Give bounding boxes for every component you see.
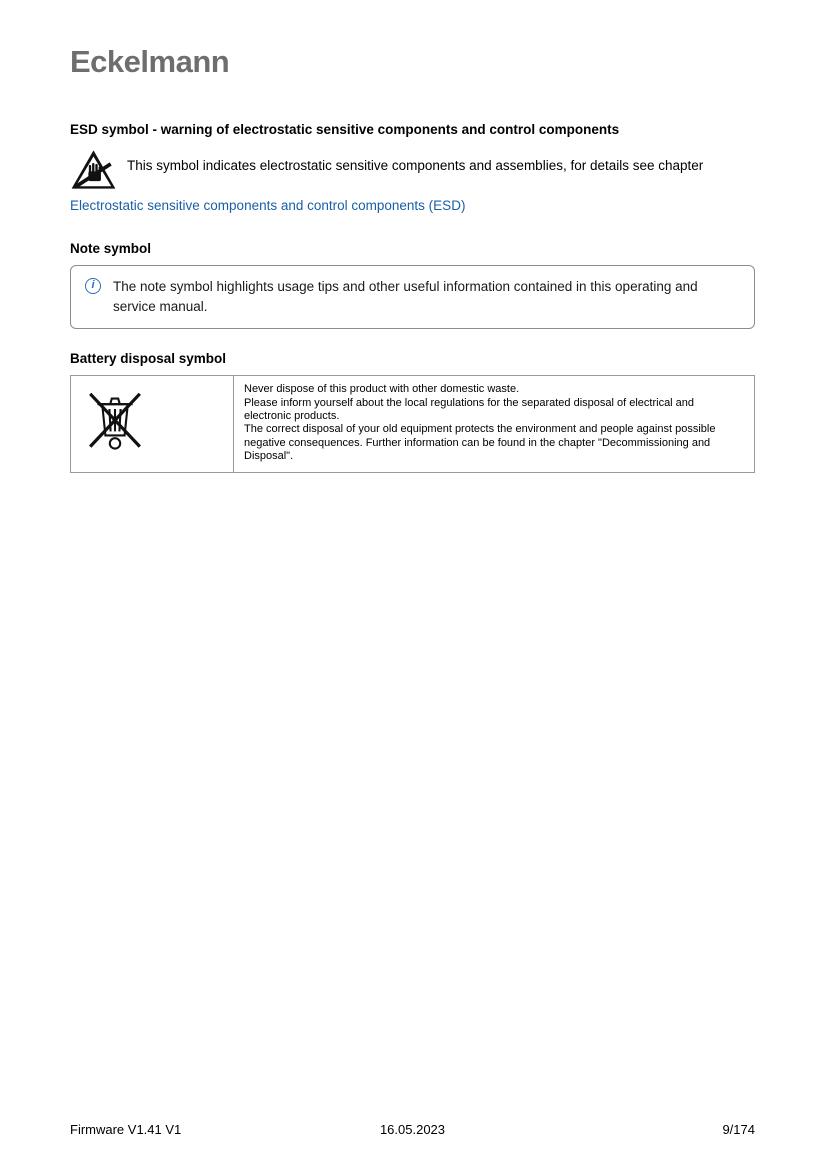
crossed-out-wheeled-bin-icon (87, 389, 143, 458)
battery-line-2: Please inform yourself about the local regulations for the separated disposal of electrical and electronic products. (244, 396, 695, 423)
esd-chapter-link[interactable]: Electrostatic sensitive components and control components (ESD) (70, 197, 466, 213)
note-box (70, 265, 755, 329)
battery-disposal-table (70, 375, 755, 472)
battery-icon-cell (71, 376, 233, 471)
battery-section-heading: Battery disposal symbol (70, 351, 227, 367)
page-content (70, 0, 755, 473)
info-icon: i (85, 278, 101, 294)
esd-section-heading: ESD symbol - warning of electrostatic sensitive components and control components (70, 122, 620, 137)
esd-body-text: This symbol indicates electrostatic sensitive components and assemblies, for details see chapter (127, 158, 704, 173)
company-logo: Eckelmann (70, 44, 230, 79)
battery-text-cell (233, 376, 754, 471)
page-footer (70, 1122, 755, 1137)
footer-page-number: 9/174 (722, 1122, 755, 1137)
esd-paragraph (70, 149, 755, 215)
note-section-heading: Note symbol (70, 241, 152, 257)
battery-line-3: The correct disposal of your old equipment protects the environment and people against possible negative consequences. Further information can be found in the chapter "Decommissioning and Disposal". (244, 423, 716, 463)
footer-date: 16.05.2023 (379, 1122, 446, 1137)
esd-warning-icon (70, 149, 117, 196)
battery-line-1: Never dispose of this product with other domestic waste. (244, 383, 520, 396)
footer-firmware-version: Firmware V1.41 V1 (70, 1122, 182, 1137)
note-body-text: The note symbol highlights usage tips and other useful information contained in this operating and service manual. (113, 279, 698, 314)
